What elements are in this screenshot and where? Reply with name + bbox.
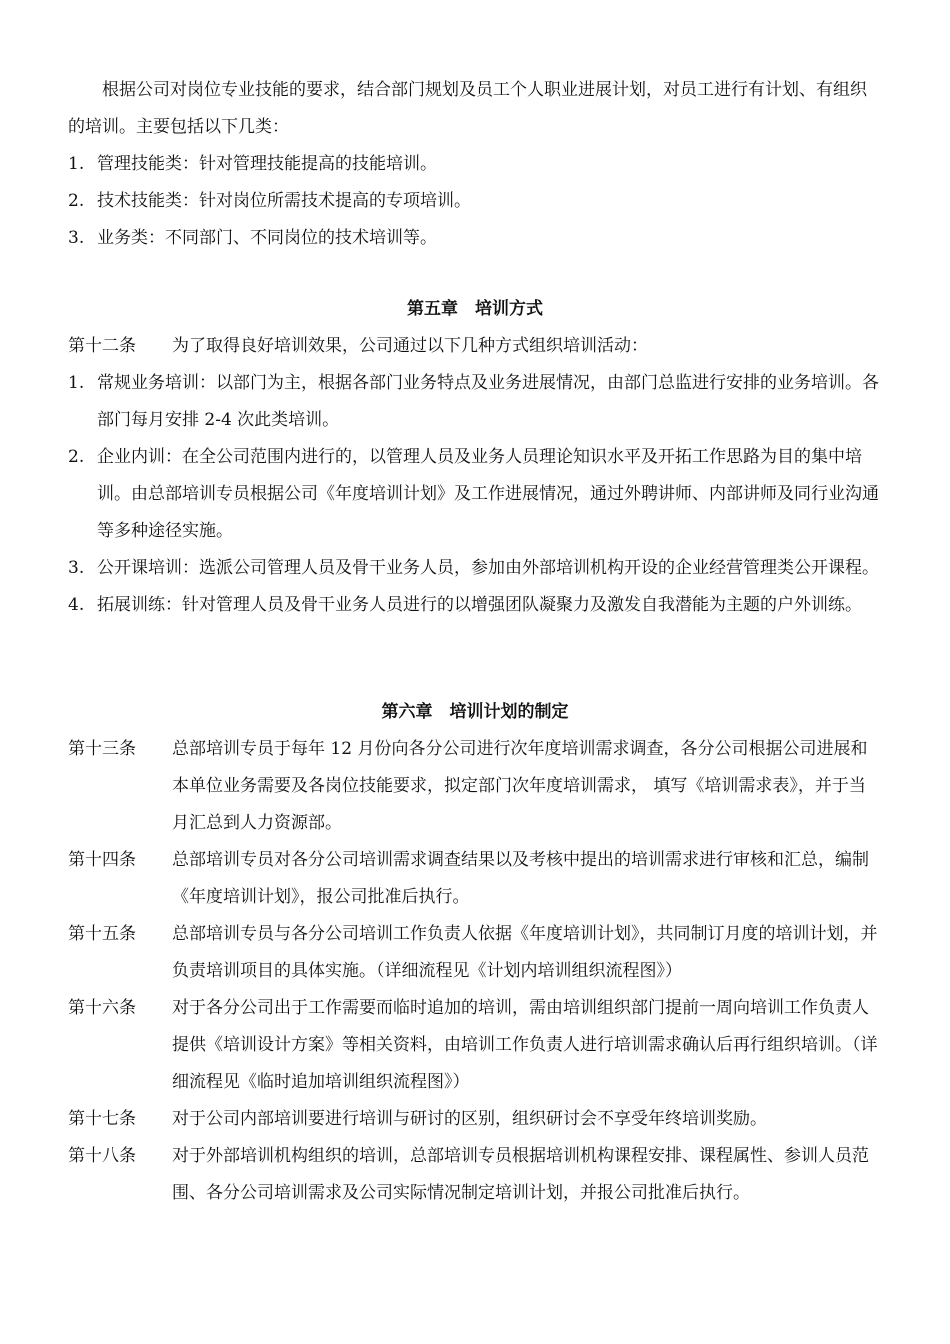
article-thirteen <box>68 731 882 842</box>
list-number: 1. <box>68 154 85 174</box>
list-text: 业务类：不同部门、不同岗位的技术培训等。 <box>97 228 437 248</box>
list-number: 2. <box>68 191 85 211</box>
list-text: 技术技能类：针对岗位所需技术提高的专项培训。 <box>97 191 471 211</box>
list-text: 常规业务培训：以部门为主，根据各部门业务特点及业务进展情况，由部门总监进行安排的业务培训。各部门每月安排 2-4 次此类培训。 <box>97 373 879 430</box>
list-text: 拓展训练：针对管理人员及骨干业务人员进行的以增强团队凝聚力及激发自我潜能为主题的户外训练。 <box>97 595 862 615</box>
article-text: 对于外部培训机构组织的培训，总部培训专员根据培训机构课程安排、课程属性、参训人员范围、各分公司培训需求及公司实际情况制定培训计划，并报公司批准后执行。 <box>172 1146 869 1203</box>
list-number: 4. <box>68 595 85 615</box>
list-item <box>68 587 882 624</box>
intro-paragraph: 根据公司对岗位专业技能的要求，结合部门规划及员工个人职业进展计划，对员工进行有计划、有组织的培训。主要包括以下几类： <box>68 80 867 137</box>
article-text: 总部培训专员与各分公司培训工作负责人依据《年度培训计划》，共同制订月度的培训计划，并负责培训项目的具体实施。（详细流程见《计划内培训组织流程图》） <box>172 924 878 981</box>
list-number: 2. <box>68 447 85 467</box>
article-label: 第十八条 <box>68 1146 136 1166</box>
article-fourteen <box>68 842 882 916</box>
article-label: 第十三条 <box>68 739 136 759</box>
list-item <box>68 365 882 439</box>
list-number: 3. <box>68 558 85 578</box>
list-item <box>68 220 882 257</box>
article-label: 第十六条 <box>68 998 136 1018</box>
list-item <box>68 439 882 550</box>
article-twelve <box>68 328 882 365</box>
article-label: 第十七条 <box>68 1109 136 1129</box>
article-label: 第十二条 <box>68 336 136 356</box>
article-eighteen <box>68 1138 882 1212</box>
article-text: 总部培训专员于每年 12 月份向各分公司进行次年度培训需求调查，各分公司根据公司进展和本单位业务需要及各岗位技能要求，拟定部门次年度培训需求， 填写《培训需求表》，并于当月汇总到人力资源部。 <box>172 739 868 833</box>
article-text: 对于公司内部培训要进行培训与研讨的区别，组织研讨会不享受年终培训奖励。 <box>172 1109 767 1129</box>
list-number: 1. <box>68 373 85 393</box>
article-text: 为了取得良好培训效果，公司通过以下几种方式组织培训活动： <box>172 336 648 356</box>
article-seventeen <box>68 1101 882 1138</box>
list-item <box>68 550 882 587</box>
article-text: 总部培训专员对各分公司培训需求调查结果以及考核中提出的培训需求进行审核和汇总，编制《年度培训计划》，报公司批准后执行。 <box>172 850 869 907</box>
list-item <box>68 146 882 183</box>
list-text: 企业内训：在全公司范围内进行的，以管理人员及业务人员理论知识水平及开拓工作思路为目的集中培训。由总部培训专员根据公司《年度培训计划》及工作进展情况，通过外聘讲师、内部讲师及同行业沟通等多种途径实施。 <box>97 447 879 541</box>
list-text: 公开课培训：选派公司管理人员及骨干业务人员，参加由外部培训机构开设的企业经营管理类公开课程。 <box>97 558 879 578</box>
list-item <box>68 183 882 220</box>
article-label: 第十五条 <box>68 924 136 944</box>
article-fifteen <box>68 916 882 990</box>
article-text: 对于各分公司出于工作需要而临时追加的培训，需由培训组织部门提前一周向培训工作负责人提供《培训设计方案》等相关资料，由培训工作负责人进行培训需求确认后再行组织培训。（详细流程见《临时追加培训组织流程图》） <box>172 998 878 1092</box>
chapter-five-title: 第五章 培训方式 <box>407 299 543 319</box>
article-sixteen <box>68 990 882 1101</box>
chapter-six-title: 第六章 培训计划的制定 <box>381 702 569 722</box>
list-text: 管理技能类：针对管理技能提高的技能培训。 <box>97 154 437 174</box>
list-number: 3. <box>68 228 85 248</box>
article-label: 第十四条 <box>68 850 136 870</box>
